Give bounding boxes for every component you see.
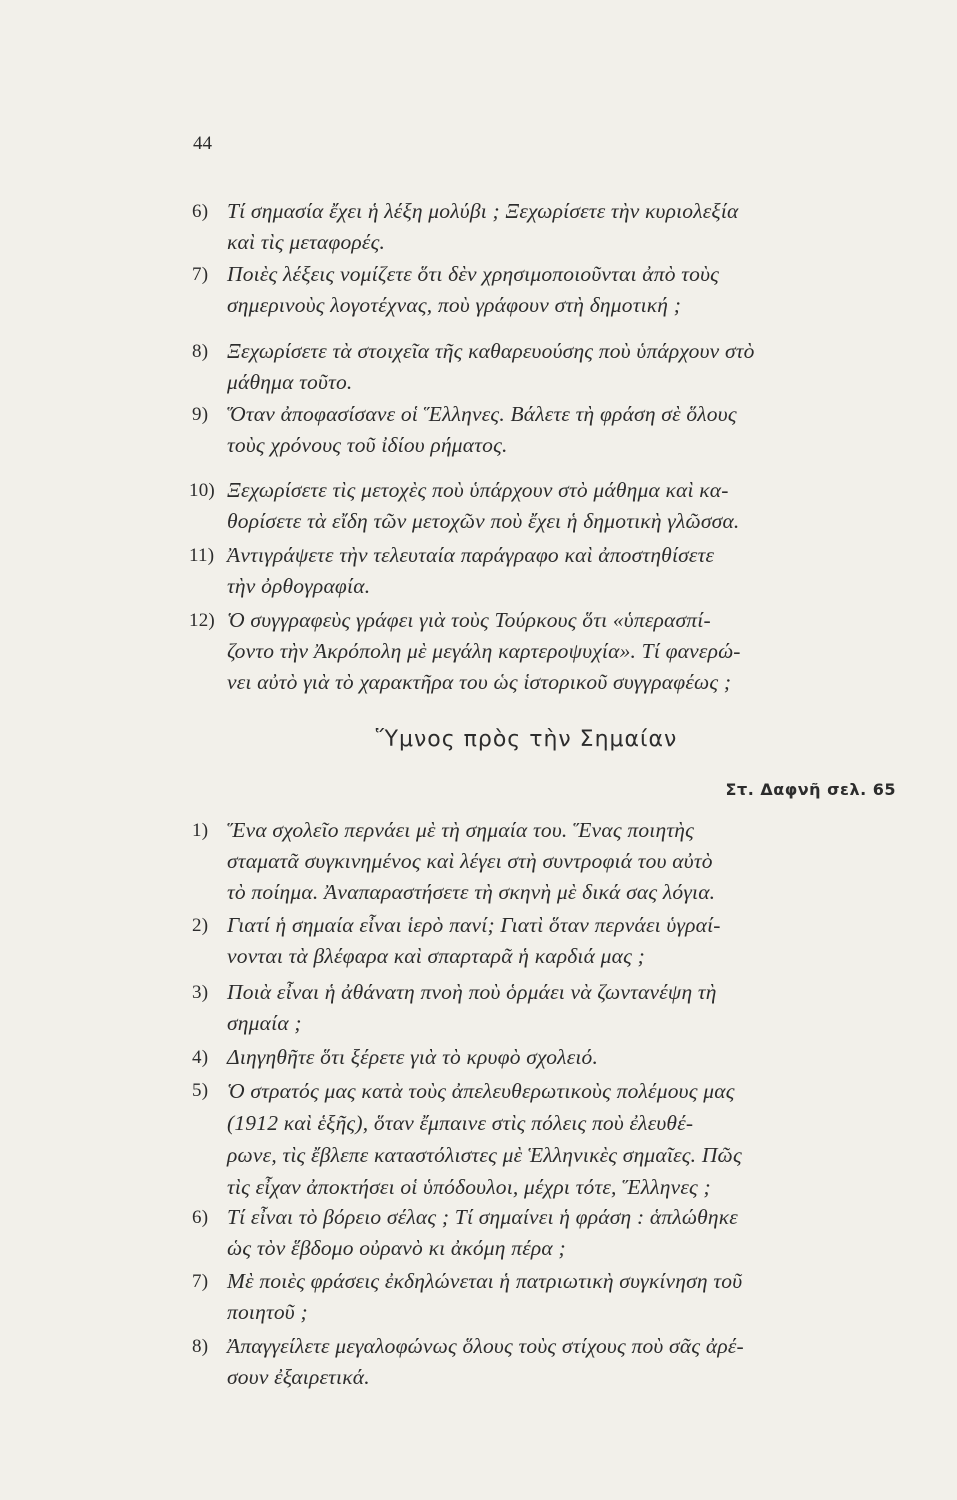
- exercise-line: Ξεχωρίσετε τὰ στοιχεῖα τῆς καθαρευούσης ποὺ ὑπάρχουν στὸ: [227, 339, 755, 363]
- exercise-item: [189, 605, 904, 698]
- exercise-item: [189, 475, 904, 537]
- exercise-line: Ἀπαγγείλετε μεγαλοφώνως ὅλους τοὺς στίχους ποὺ σᾶς ἀρέ-: [227, 1334, 744, 1358]
- exercise-item: [192, 399, 904, 461]
- exercise-line: σουν ἐξαιρετικά.: [227, 1365, 370, 1389]
- exercise-text: [192, 910, 904, 972]
- exercise-item: [192, 1042, 904, 1073]
- exercise-line: νονται τὰ βλέφαρα καὶ σπαρταρᾶ ἡ καρδιά μας ;: [227, 944, 645, 968]
- exercise-text: [192, 259, 904, 321]
- exercise-number: 6): [192, 201, 209, 222]
- exercise-line: Τί σημασία ἔχει ἡ λέξη μολύβι ; Ξεχωρίσετε τὴν κυριολεξία: [227, 199, 739, 223]
- exercise-number: 7): [192, 1271, 209, 1292]
- exercise-number: 2): [192, 915, 209, 936]
- exercise-item: [192, 336, 904, 398]
- exercise-line: Ὁ στρατός μας κατὰ τοὺς ἀπελευθερωτικοὺς πολέμους μας: [227, 1079, 735, 1103]
- exercise-text: [192, 1202, 904, 1264]
- exercise-text: [192, 1331, 904, 1393]
- exercise-item: [192, 1202, 904, 1264]
- exercise-line: νει αὐτὸ γιὰ τὸ χαρακτῆρα του ὡς ἱστορικοῦ συγγραφέως ;: [227, 670, 732, 694]
- exercise-line: Ὁ συγγραφεὺς γράφει γιὰ τοὺς Τούρκους ὅτι «ὑπερασπί-: [227, 608, 711, 632]
- exercise-number: 4): [192, 1047, 209, 1068]
- exercise-text: [192, 977, 904, 1039]
- exercise-number: 12): [189, 610, 215, 631]
- exercise-number: 5): [192, 1080, 209, 1101]
- page-number: 44: [193, 133, 212, 154]
- exercise-line: Ὅταν ἀποφασίσανε οἱ Ἕλληνες. Βάλετε τὴ φράση σὲ ὅλους: [227, 402, 737, 426]
- exercise-number: 3): [192, 982, 209, 1003]
- exercise-number: 11): [189, 545, 215, 566]
- exercise-line: Ποιὲς λέξεις νομίζετε ὅτι δὲν χρησιμοποιοῦνται ἀπὸ τοὺς: [227, 262, 720, 286]
- exercise-line: τὶς εἶχαν ἀποκτήσει οἱ ὑπόδουλοι, μέχρι τότε, Ἕλληνες ;: [227, 1175, 711, 1199]
- exercise-number: 8): [192, 1336, 209, 1357]
- exercise-item: [189, 540, 904, 602]
- exercise-line: Τί εἶναι τὸ βόρειο σέλας ; Τί σημαίνει ἡ φράση : ἁπλώθηκε: [227, 1205, 738, 1229]
- exercise-item: [192, 1331, 904, 1393]
- exercise-text: [192, 1266, 904, 1328]
- section-heading: [0, 727, 957, 752]
- exercise-line: Ἀντιγράψετε τὴν τελευταία παράγραφο καὶ ἀποστηθίσετε: [227, 543, 715, 567]
- exercise-line: Διηγηθῆτε ὅτι ξέρετε γιὰ τὸ κρυφὸ σχολειό.: [227, 1045, 599, 1069]
- exercise-line: Ποιὰ εἶναι ἡ ἀθάνατη πνοὴ ποὺ ὁρμάει νὰ ζωντανέψη τὴ: [227, 980, 717, 1004]
- exercise-line: Ξεχωρίσετε τὶς μετοχὲς ποὺ ὑπάρχουν στὸ μάθημα καὶ κα-: [227, 478, 729, 502]
- exercise-item: [192, 977, 904, 1039]
- exercise-item: [192, 1266, 904, 1328]
- exercise-line: καὶ τὶς μεταφορές.: [227, 230, 386, 254]
- exercise-text: [192, 605, 904, 698]
- exercise-text: [192, 1075, 904, 1203]
- source-reference: Στ. Δαφνῆ σελ. 65: [725, 780, 896, 799]
- exercise-number: 9): [192, 404, 209, 425]
- exercise-text: [192, 815, 904, 908]
- exercise-number: 1): [192, 820, 209, 841]
- exercise-number: 6): [192, 1207, 209, 1228]
- exercise-line: ρωνε, τὶς ἔβλεπε καταστόλιστες μὲ Ἑλληνικὲς σημαῖες. Πῶς: [227, 1143, 742, 1167]
- exercise-line: μάθημα τοῦτο.: [227, 370, 353, 394]
- exercise-line: ὡς τὸν ἕβδομο οὐρανὸ κι ἀκόμη πέρα ;: [227, 1236, 566, 1260]
- exercise-item: [192, 196, 904, 258]
- section-heading-text: Ὕμνος πρὸς τὴν Σημαίαν: [375, 727, 678, 752]
- exercise-line: Ἕνα σχολεῖο περνάει μὲ τὴ σημαία του. Ἕνας ποιητὴς: [227, 818, 695, 842]
- exercise-item: [192, 815, 904, 908]
- exercise-item: [192, 910, 904, 972]
- exercise-text: [192, 1042, 904, 1073]
- exercise-line: σημερινοὺς λογοτέχνας, ποὺ γράφουν στὴ δημοτική ;: [227, 293, 682, 317]
- exercise-number: 10): [189, 480, 215, 501]
- exercise-text: [192, 475, 904, 537]
- exercise-text: [192, 540, 904, 602]
- exercise-line: Γιατί ἡ σημαία εἶναι ἱερὸ πανί; Γιατὶ ὅταν περνάει ὑγραί-: [227, 913, 721, 937]
- exercise-line: ζοντο τὴν Ἀκρόπολη μὲ μεγάλη καρτεροψυχία». Τί φανερώ-: [227, 639, 741, 663]
- exercise-text: [192, 336, 904, 398]
- exercise-number: 7): [192, 264, 209, 285]
- exercise-line: τὴν ὀρθογραφία.: [227, 574, 371, 598]
- exercise-line: σημαία ;: [227, 1011, 302, 1035]
- exercise-text: [192, 196, 904, 258]
- exercise-text: [192, 399, 904, 461]
- exercise-line: σταματᾶ συγκινημένος καὶ λέγει στὴ συντροφιά του αὐτὸ: [227, 849, 713, 873]
- exercise-line: τὸ ποίημα. Ἀναπαραστήσετε τὴ σκηνὴ μὲ δικά σας λόγια.: [227, 880, 716, 904]
- exercise-line: (1912 καὶ ἑξῆς), ὅταν ἔμπαινε στὶς πόλεις ποὺ ἐλευθέ-: [227, 1111, 694, 1135]
- exercise-item: [192, 259, 904, 321]
- exercise-line: θορίσετε τὰ εἴδη τῶν μετοχῶν ποὺ ἔχει ἡ δημοτικὴ γλῶσσα.: [227, 509, 740, 533]
- exercise-line: Μὲ ποιὲς φράσεις ἐκδηλώνεται ἡ πατριωτικὴ συγκίνηση τοῦ: [227, 1269, 743, 1293]
- exercise-line: ποιητοῦ ;: [227, 1300, 308, 1324]
- exercise-line: τοὺς χρόνους τοῦ ἰδίου ρήματος.: [227, 433, 508, 457]
- exercise-number: 8): [192, 341, 209, 362]
- exercise-item: [192, 1075, 904, 1203]
